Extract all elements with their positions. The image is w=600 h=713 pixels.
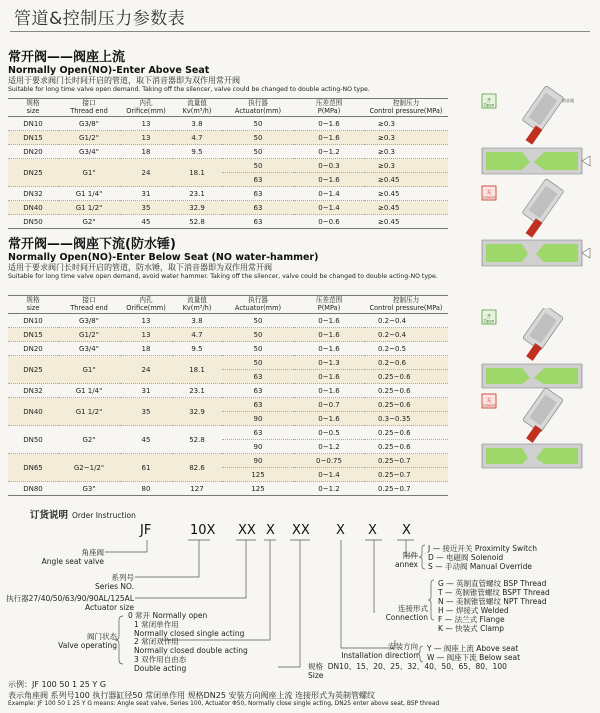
cell-pressure: 0~0.6 <box>294 215 364 229</box>
cell-size: DN50 <box>8 426 58 454</box>
cell-pressure: 0~1.2 <box>294 482 364 496</box>
code-annex: X <box>402 523 411 538</box>
label-annex: 附件 annex <box>394 551 418 569</box>
cell-kv: 23.1 <box>172 187 222 201</box>
cell-kv: 9.5 <box>172 342 222 356</box>
connection-options: G — 英制直管螺纹 BSP Thread T — 英制锥管螺纹 BSPT Thread N — 美制锥管螺纹 NPT Thread H — 焊接式 Welded F — 法兰式 Flange K — 快装式 Clamp <box>438 579 550 633</box>
cell-control: ≥0.45 <box>364 201 448 215</box>
section2-note-cn: 适用于要求阀门长时间开启的管道，防水锤，取下消音器即为双作用常开阀 <box>8 263 272 272</box>
cell-orifice: 18 <box>120 342 172 356</box>
svg-text:开: 开 <box>486 314 492 320</box>
cell-kv: 127 <box>172 482 222 496</box>
cell-thread: G1 1/2" <box>58 201 120 215</box>
cell-kv: 4.7 <box>172 328 222 342</box>
cell-orifice: 13 <box>120 131 172 145</box>
cell-control: 0.25~0.6 <box>364 384 448 398</box>
section1-title-en: Normally Open(NO)-Enter Above Seat <box>8 65 210 76</box>
cell-control: 0.2~0.4 <box>364 314 448 328</box>
annex-options: J — 接近开关 Proximity Switch D — 电磁阀 Solenoid S — 手动阀 Manual Override <box>428 544 538 571</box>
cell-thread: G1" <box>58 159 120 187</box>
code-jf: JF <box>140 523 152 538</box>
cell-orifice: 13 <box>120 328 172 342</box>
cell-size: DN25 <box>8 356 58 384</box>
col-control: 控制压力 Control pressure(MPa) <box>364 296 448 314</box>
label-actuator: 执行器27/40/50/63/90/90AL/125AL Actuator size <box>6 594 134 612</box>
cell-thread: G2" <box>58 426 120 454</box>
cell-size: DN10 <box>8 117 58 131</box>
cell-size: DN40 <box>8 201 58 215</box>
cell-actuator: 50 <box>222 314 294 328</box>
col-size: 规格 size <box>8 99 58 117</box>
cell-thread: G3/4" <box>58 145 120 159</box>
cell-kv: 32.9 <box>172 398 222 426</box>
cell-kv: 3.8 <box>172 314 222 328</box>
cell-control: 0.25~0.7 <box>364 454 448 468</box>
col-thread: 接口 Thread end <box>58 296 120 314</box>
cell-thread: G1" <box>58 356 120 384</box>
cell-orifice: 31 <box>120 384 172 398</box>
cell-pressure: 0~1.2 <box>294 440 364 454</box>
cell-kv: 32.9 <box>172 201 222 215</box>
cell-control: 0.25~0.6 <box>364 426 448 440</box>
cell-actuator: 63 <box>222 187 294 201</box>
cell-actuator: 90 <box>222 412 294 426</box>
cell-size: DN32 <box>8 187 58 201</box>
cell-thread: G3/8" <box>58 117 120 131</box>
cell-kv: 52.8 <box>172 215 222 229</box>
col-orifice: 内孔 Orifice(mm) <box>120 296 172 314</box>
cell-thread: G1 1/4" <box>58 384 120 398</box>
code-size: XX <box>292 523 310 538</box>
cell-control: 0.25~0.6 <box>364 398 448 412</box>
cell-thread: G1 1/4" <box>58 187 120 201</box>
cell-thread: G2~1/2" <box>58 454 120 482</box>
cell-actuator: 125 <box>222 482 294 496</box>
cell-control: ≥0.45 <box>364 173 448 187</box>
cell-pressure: 0~1.6 <box>294 173 364 187</box>
cell-orifice: 24 <box>120 356 172 384</box>
cell-control: 0.3~0.35 <box>364 412 448 426</box>
cell-control: 0.2~0.4 <box>364 328 448 342</box>
cell-kv: 3.8 <box>172 117 222 131</box>
col-thread: 接口 Thread end <box>58 99 120 117</box>
svg-text:Closed: Closed <box>482 195 496 200</box>
section1-note-en: Suitable for long time valve open demand. Taking off the silencer, valve could be changed to double acting-NO type. <box>8 86 370 93</box>
cell-thread: G1/2" <box>58 328 120 342</box>
cell-pressure: 0~1.4 <box>294 468 364 482</box>
cell-control: ≥0.3 <box>364 117 448 131</box>
col-size: 规格 size <box>8 296 58 314</box>
example-line3: Example: JF 100 50 1 25 Y G means: Angle seat valve, Series 100, Actuator Φ50, Normally close single acting, DN25 enter above seat, BSP thread <box>8 701 440 707</box>
cell-pressure: 0~1.6 <box>294 314 364 328</box>
label-valve-operating: 阀门状态 Valve operating <box>58 632 117 650</box>
cell-actuator: 63 <box>222 426 294 440</box>
cell-kv: 23.1 <box>172 384 222 398</box>
col-kv: 流量值 Kv(m³/h) <box>172 296 222 314</box>
example-line2: 表示角座阀 系列号100 执行器缸径50 常闭单作用 规格DN25 安装方向阀座上流 连接形式为英制管螺纹 <box>8 691 376 700</box>
cell-actuator: 50 <box>222 342 294 356</box>
cell-control: 0.2~0.6 <box>364 356 448 370</box>
cell-orifice: 35 <box>120 201 172 215</box>
cell-actuator: 50 <box>222 159 294 173</box>
cell-size: DN80 <box>8 482 58 496</box>
svg-text:Closed: Closed <box>482 403 496 408</box>
cell-kv: 18.1 <box>172 159 222 187</box>
cell-control: 0.2~0.5 <box>364 342 448 356</box>
cell-size: DN25 <box>8 159 58 187</box>
cell-kv: 52.8 <box>172 426 222 454</box>
cell-control: ≥0.45 <box>364 215 448 229</box>
cell-actuator: 125 <box>222 468 294 482</box>
col-actuator: 执行器 Actuator(mm) <box>222 296 294 314</box>
cell-orifice: 45 <box>120 426 172 454</box>
col-control: 控制压力 Control pressure(MPa) <box>364 99 448 117</box>
valve-operating-options: 0 常开 Normally open 1 常闭单作用 Normally closed single acting 2 常闭双作用 Normally closed double acting 3 双作用自由态 Double acting <box>128 611 248 673</box>
svg-text:关: 关 <box>486 398 492 404</box>
cell-actuator: 50 <box>222 131 294 145</box>
cell-pressure: 0~1.2 <box>294 145 364 159</box>
cell-actuator: 63 <box>222 370 294 384</box>
cell-pressure: 0~1.6 <box>294 370 364 384</box>
cell-size: DN10 <box>8 314 58 328</box>
code-series: 10X <box>190 523 216 538</box>
cell-control: 0.25~0.6 <box>364 370 448 384</box>
cell-pressure: 0~0.7 <box>294 398 364 412</box>
cell-orifice: 13 <box>120 117 172 131</box>
cell-control: ≥0.3 <box>364 159 448 173</box>
cell-thread: G3" <box>58 482 120 496</box>
cell-pressure: 0~1.6 <box>294 384 364 398</box>
cell-actuator: 63 <box>222 173 294 187</box>
label-angle-valve: 角座阀 Angle seat valve <box>41 548 104 566</box>
cell-actuator: 63 <box>222 201 294 215</box>
cell-pressure: 0~1.6 <box>294 412 364 426</box>
section1-title-cn: 常开阀——阀座上流 <box>8 50 126 65</box>
cell-thread: G2" <box>58 215 120 229</box>
col-pressure: 压差范围 P(MPa) <box>294 296 364 314</box>
cell-pressure: 0~0.75 <box>294 454 364 468</box>
col-pressure: 压差范围 P(MPa) <box>294 99 364 117</box>
cell-orifice: 35 <box>120 398 172 426</box>
cell-pressure: 0~1.6 <box>294 131 364 145</box>
cell-pressure: 0~1.6 <box>294 328 364 342</box>
page-title: 管道&控制压力参数表 <box>14 9 186 29</box>
code-actuator: XX <box>238 523 256 538</box>
svg-text:Open: Open <box>483 102 495 108</box>
svg-text:消音器: 消音器 <box>562 98 574 103</box>
svg-text:关: 关 <box>486 190 492 196</box>
cell-control: 0.25~0.6 <box>364 440 448 454</box>
cell-pressure: 0~1.6 <box>294 342 364 356</box>
cell-control: ≥0.45 <box>364 187 448 201</box>
cell-pressure: 0~0.3 <box>294 159 364 173</box>
cell-size: DN20 <box>8 342 58 356</box>
cell-thread: G3/8" <box>58 314 120 328</box>
cell-size: DN15 <box>8 131 58 145</box>
col-orifice: 内孔 Orifice(mm) <box>120 99 172 117</box>
label-series: 系列号 Series NO. <box>94 573 134 591</box>
cell-size: DN65 <box>8 454 58 482</box>
cell-actuator: 63 <box>222 384 294 398</box>
cell-pressure: 0~1.6 <box>294 117 364 131</box>
cell-orifice: 80 <box>120 482 172 496</box>
section1-note-cn: 适用于要求阀门长时间开启的管道，取下消音器即为双作用常开阀 <box>8 76 240 85</box>
svg-text:Open: Open <box>483 318 495 324</box>
cell-pressure: 0~1.4 <box>294 187 364 201</box>
cell-size: DN15 <box>8 328 58 342</box>
cell-size: DN20 <box>8 145 58 159</box>
cell-orifice: 45 <box>120 215 172 229</box>
cell-pressure: 0~1.3 <box>294 356 364 370</box>
code-connection: X <box>368 523 377 538</box>
cell-orifice: 13 <box>120 314 172 328</box>
cell-thread: G1/2" <box>58 131 120 145</box>
cell-pressure: 0~0.5 <box>294 426 364 440</box>
section2-title-cn: 常开阀——阀座下流(防水锤) <box>8 237 176 252</box>
cell-orifice: 18 <box>120 145 172 159</box>
cell-control: ≥0.3 <box>364 145 448 159</box>
label-size: 规格 DN10、15、20、25、32、40、50、65、80、100 Size <box>308 662 507 680</box>
label-direction: 安装方向 Installation direction <box>341 642 418 660</box>
example-line1: 示例：JF 100 50 1 25 Y G <box>8 680 107 689</box>
cell-actuator: 50 <box>222 356 294 370</box>
cell-pressure: 0~1.4 <box>294 201 364 215</box>
cell-size: DN40 <box>8 398 58 426</box>
cell-kv: 4.7 <box>172 131 222 145</box>
cell-actuator: 63 <box>222 398 294 412</box>
cell-actuator: 90 <box>222 454 294 468</box>
cell-orifice: 31 <box>120 187 172 201</box>
cell-actuator: 50 <box>222 145 294 159</box>
col-actuator: 执行器 Actuator(mm) <box>222 99 294 117</box>
cell-orifice: 24 <box>120 159 172 187</box>
cell-orifice: 61 <box>120 454 172 482</box>
cell-kv: 18.1 <box>172 356 222 384</box>
col-kv: 流量值 Kv(m³/h) <box>172 99 222 117</box>
cell-actuator: 50 <box>222 117 294 131</box>
section2-note-en: Suitable for long time valve open demand, avoid water hammer. Taking off the silencer, valve could be changed to double acting-NO type. <box>8 273 438 280</box>
cell-control: 0.25~0.7 <box>364 468 448 482</box>
label-connection: 连接形式 Connection <box>385 604 428 622</box>
order-instruction-title: 订货说明 Order Instruction <box>30 510 136 521</box>
cell-kv: 82.6 <box>172 454 222 482</box>
section2-title-en: Normally Open(NO)-Enter Below Seat (NO water-hammer) <box>8 252 319 263</box>
cell-size: DN32 <box>8 384 58 398</box>
svg-text:开: 开 <box>486 98 492 104</box>
cell-control: ≥0.3 <box>364 131 448 145</box>
cell-control: 0.25~0.7 <box>364 482 448 496</box>
code-direction: X <box>336 523 345 538</box>
cell-thread: G1 1/2" <box>58 398 120 426</box>
cell-thread: G3/4" <box>58 342 120 356</box>
direction-options: Y — 阀座上流 Above seat W — 阀座下流 Below seat <box>427 644 521 662</box>
cell-size: DN50 <box>8 215 58 229</box>
cell-kv: 9.5 <box>172 145 222 159</box>
code-operating: X <box>266 523 275 538</box>
cell-actuator: 50 <box>222 328 294 342</box>
cell-actuator: 90 <box>222 440 294 454</box>
cell-actuator: 63 <box>222 215 294 229</box>
